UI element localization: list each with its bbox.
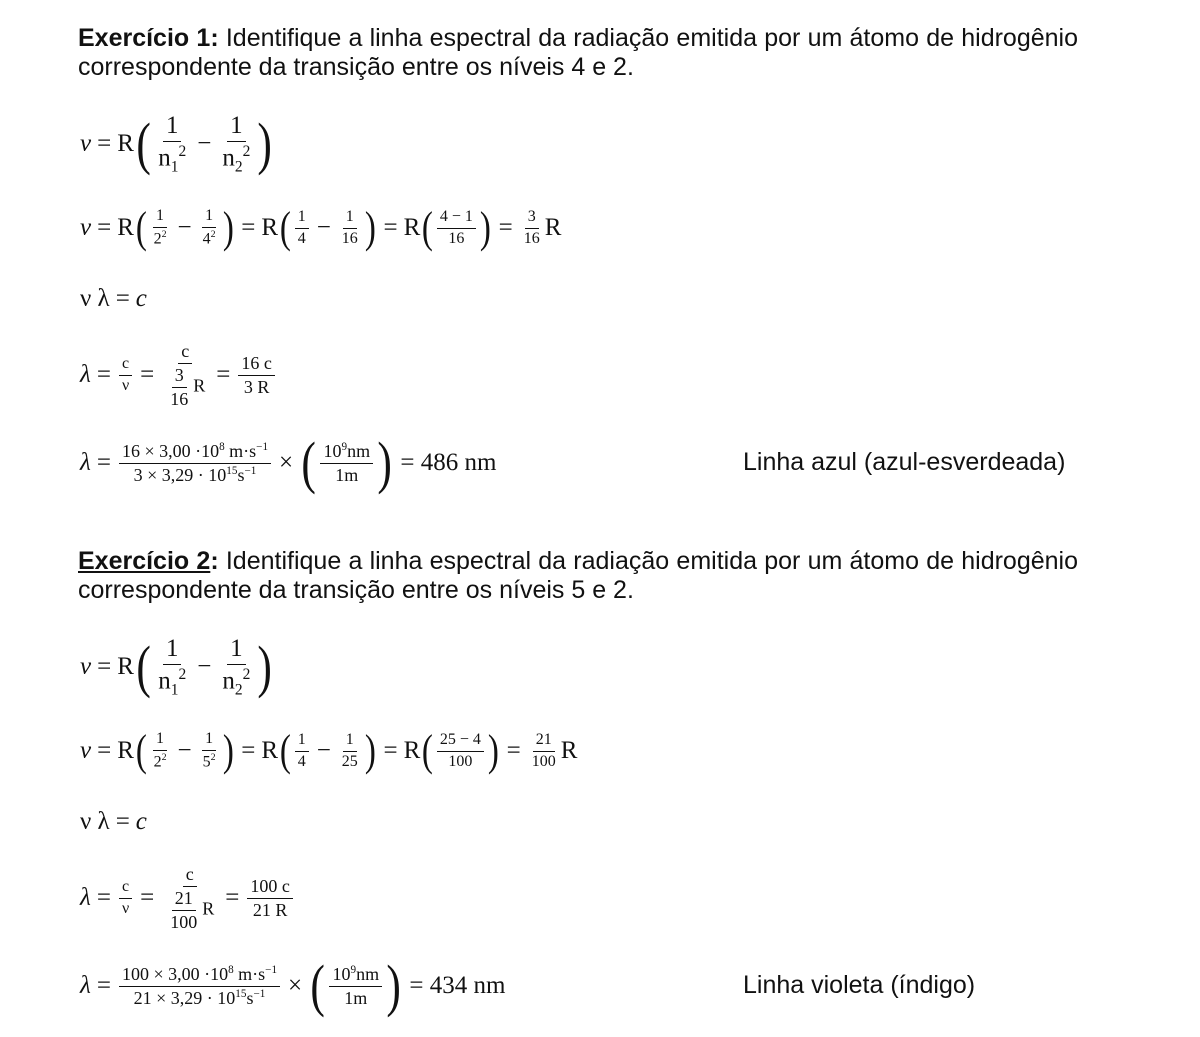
exercise-2-wave-relation: ν λ = c: [80, 808, 147, 835]
exercise-2-wavelength-formula: λ = $\frac{c}{\nu}$ = c $\frac{21}{100}$ R = $\frac{100 c}{21 R}$: [80, 865, 295, 932]
exercise-2-spectral-line: Linha violeta (índigo): [743, 971, 976, 999]
exercise-1-wavelength-formula: λ = $\frac{c}{\nu}$ = c $\frac{3}{16}$ R = $\frac{16 c}{3 R}$: [80, 342, 277, 409]
exercise-1-title: Exercício 1: [78, 24, 211, 52]
exercise-1-result: = 486 nm: [400, 449, 497, 476]
exercise-2-rydberg-general: ν = R ( $\frac{1}{n_1^2}$ − $\frac{1}{n_2^2}$ ): [80, 634, 273, 700]
exercise-1-spectral-line: Linha azul (azul-esverdeada): [743, 448, 1066, 476]
exercise-2-statement: Exercício 2: Identifique a linha espectral da radiação emitida por um átomo de hidrogênio correspondente da transição entre os níveis 5 e 2.: [78, 547, 1079, 604]
exercise-2-title: Exercício 2: [78, 547, 211, 575]
exercise-1-statement: Exercício 1: Identifique a linha espectral da radiação emitida por um átomo de hidrogênio correspondente da transição entre os níveis 4 e 2.: [78, 24, 1079, 81]
exercise-1-wavelength-calculation: λ = $\frac{16 \times 3,00 \cdot 10^8 m\cdot s^{-1}}{3 \times 3,29 \cdot 10^{15}s^{-1}}$ × ( $\frac{10^9nm}{1m}$ ) = 486 nm: [80, 430, 497, 495]
exercise-2-result: = 434 nm: [409, 972, 506, 999]
exercise-2-rydberg-substituted: ν = R ( $\frac{1}{2^2}$ − $\frac{1}{5^2}$ ) = R ( $\frac{1}{4}$ − $\frac{1}{25}$ ) = R ( $\frac{25 - 4}{100}$ ) = $\frac{21}{100}$ R: [80, 726, 578, 775]
exercise-1-text: Identifique a linha espectral da radiação emitida por um átomo de hidrogênio correspondente da transição entre os níveis 4 e 2.: [78, 24, 1079, 81]
exercise-1-wave-relation: ν λ = c: [80, 285, 147, 312]
exercise-2-text: Identifique a linha espectral da radiação emitida por um átomo de hidrogênio correspondente da transição entre os níveis 5 e 2.: [78, 547, 1079, 604]
exercise-1-rydberg-general: ν = R ( $\frac{1}{n_1^2}$ − $\frac{1}{n_2^2}$ ): [80, 111, 273, 177]
exercise-2-wavelength-calculation: λ = $\frac{100 \times 3,00 \cdot 10^8 m\cdot s^{-1}}{21 \times 3,29 \cdot 10^{15}s^{-1}}$ × ( $\frac{10^9nm}{1m}$ ) = 434 nm: [80, 953, 506, 1018]
exercise-1-rydberg-substituted: ν = R ( $\frac{1}{2^2}$ − $\frac{1}{4^2}$ ) = R ( $\frac{1}{4}$ − $\frac{1}{16}$ ) = R ( $\frac{4 - 1}{16}$ ) = $\frac{3}{16}$ R: [80, 203, 562, 252]
